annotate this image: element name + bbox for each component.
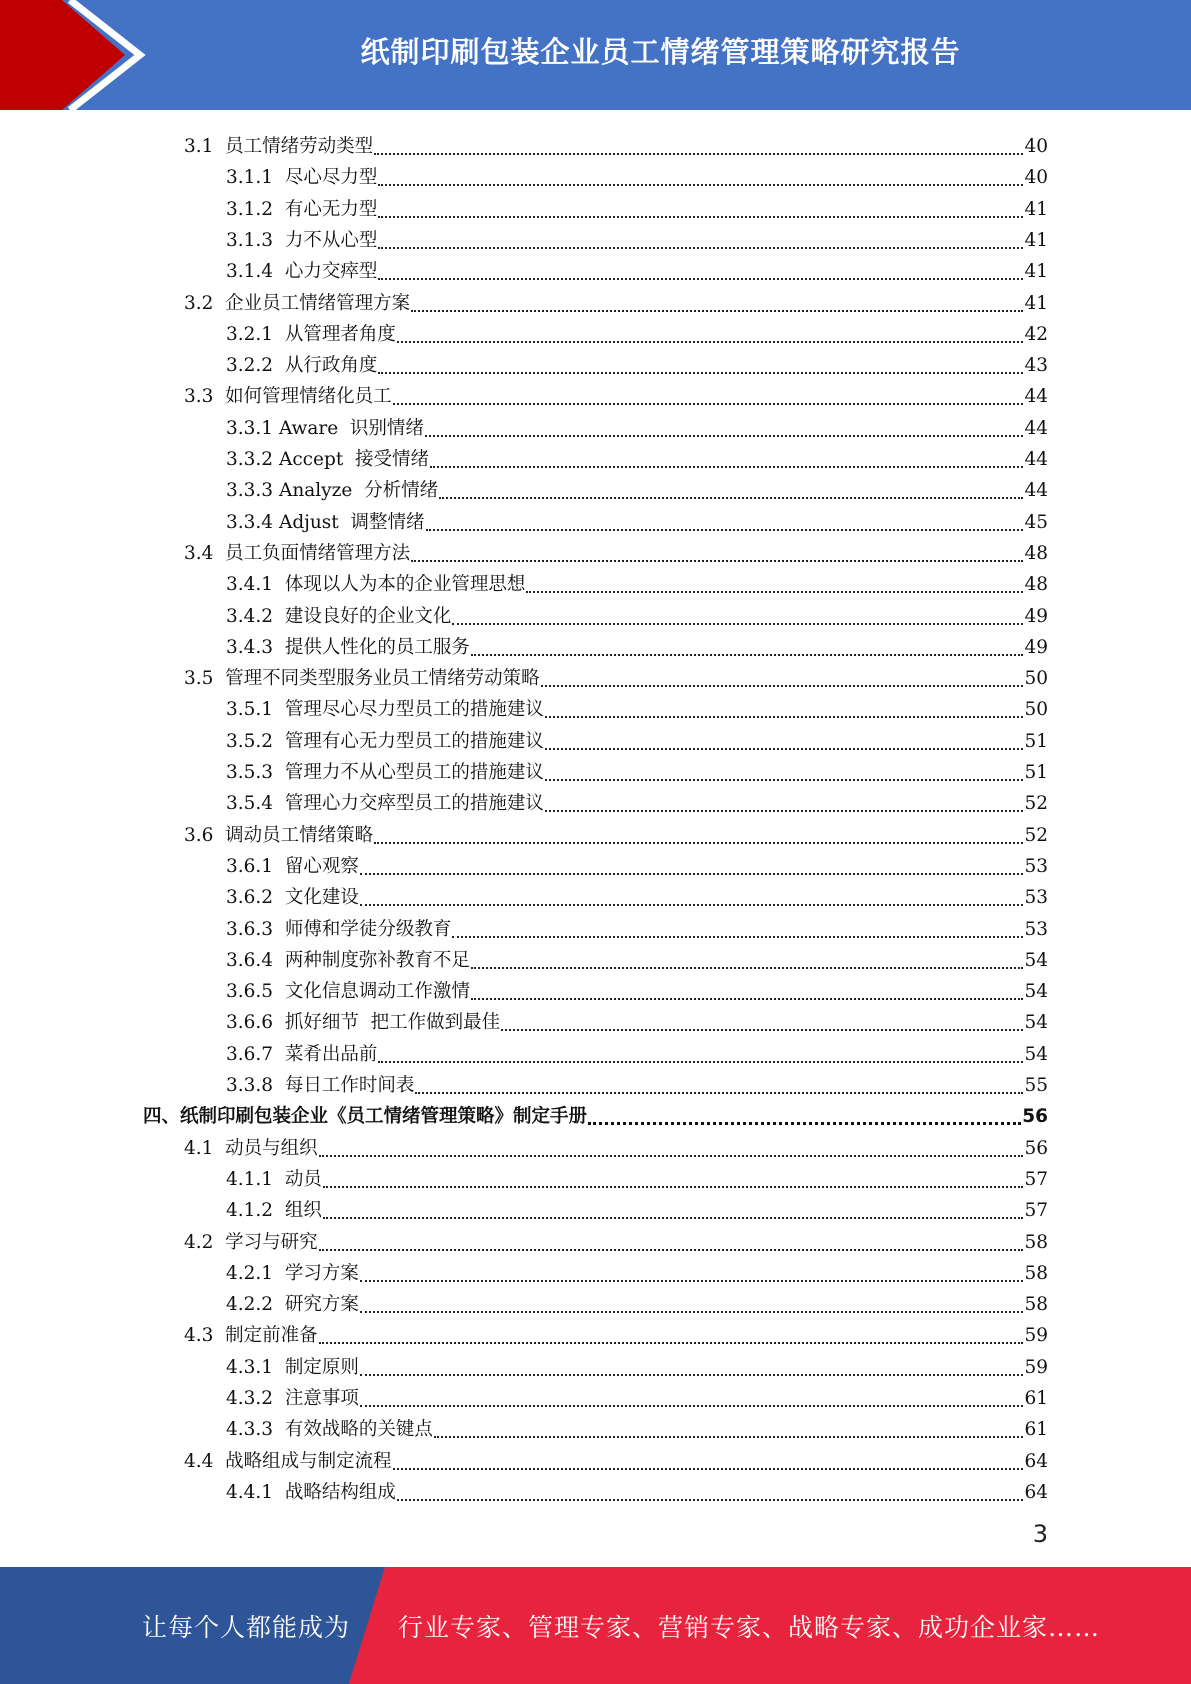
toc-entry-label: 4.1.1 动员 — [226, 1169, 322, 1190]
toc-entry[interactable] — [184, 1129, 1048, 1160]
toc-entry-page: 52 — [1024, 793, 1048, 814]
toc-dot-leader — [360, 1310, 1024, 1313]
toc-entry-label: 4.3.2 注意事项 — [226, 1388, 359, 1409]
toc-entry-label: 4.3 制定前准备 — [184, 1325, 318, 1346]
toc-entry[interactable] — [226, 252, 1048, 283]
toc-entry[interactable] — [226, 471, 1048, 502]
toc-dot-leader — [323, 1216, 1024, 1219]
toc-dot-leader — [526, 590, 1023, 593]
toc-dot-leader — [378, 277, 1023, 280]
toc-entry[interactable] — [226, 784, 1048, 815]
toc-entry[interactable] — [226, 315, 1048, 346]
toc-dot-leader — [360, 1404, 1024, 1407]
toc-entry-page: 41 — [1024, 261, 1048, 282]
page-header — [0, 0, 1191, 110]
page-number: 3 — [1032, 1520, 1048, 1548]
toc-entry-page: 40 — [1024, 136, 1048, 157]
toc-entry-page: 44 — [1024, 386, 1048, 407]
toc-entry-page: 41 — [1024, 230, 1048, 251]
toc-entry-page: 53 — [1024, 887, 1048, 908]
toc-entry[interactable] — [226, 1035, 1048, 1066]
toc-entry-page: 49 — [1024, 606, 1048, 627]
toc-dot-leader — [471, 653, 1024, 656]
toc-entry-page: 61 — [1024, 1388, 1048, 1409]
page-title: 纸制印刷包装企业员工情绪管理策略研究报告 — [360, 34, 961, 69]
toc-entry[interactable] — [226, 690, 1048, 721]
toc-entry[interactable] — [143, 1097, 1048, 1128]
toc-entry-page: 54 — [1024, 950, 1048, 971]
toc-dot-leader — [415, 1091, 1023, 1094]
toc-entry-label: 3.6.4 两种制度弥补教育不足 — [226, 950, 470, 971]
toc-dot-leader — [452, 622, 1023, 625]
toc-entry-label: 3.3.4 Adjust 调整情绪 — [226, 512, 425, 533]
toc-entry-label: 3.1.1 尽心尽力型 — [226, 167, 378, 188]
toc-entry-page: 57 — [1024, 1169, 1048, 1190]
toc-entry-label: 3.1.2 有心无力型 — [226, 199, 378, 220]
toc-entry[interactable] — [184, 377, 1048, 408]
toc-entry-page: 48 — [1024, 543, 1048, 564]
toc-entry[interactable] — [226, 878, 1048, 909]
toc-dot-leader — [374, 152, 1023, 155]
toc-entry-page: 41 — [1024, 293, 1048, 314]
toc-entry-label: 3.6.3 师傅和学徒分级教育 — [226, 919, 452, 940]
toc-entry-page: 41 — [1024, 199, 1048, 220]
toc-dot-leader — [411, 559, 1023, 562]
toc-dot-leader — [360, 1373, 1024, 1376]
toc-dot-leader — [378, 215, 1023, 218]
toc-dot-leader — [425, 434, 1024, 437]
toc-entry-page: 64 — [1024, 1451, 1048, 1472]
toc-entry-label: 3.1.3 力不从心型 — [226, 230, 378, 251]
toc-entry-page: 42 — [1024, 324, 1048, 345]
toc-entry[interactable] — [226, 221, 1048, 252]
toc-entry-page: 40 — [1024, 167, 1048, 188]
toc-entry-page: 44 — [1024, 418, 1048, 439]
toc-entry-page: 53 — [1024, 856, 1048, 877]
toc-entry-page: 58 — [1024, 1263, 1048, 1284]
toc-entry-label: 3.4.3 提供人性化的员工服务 — [226, 637, 470, 658]
toc-entry-label: 3.5.1 管理尽心尽力型员工的措施建议 — [226, 699, 544, 720]
toc-entry[interactable] — [226, 440, 1048, 471]
toc-entry-page: 43 — [1024, 355, 1048, 376]
toc-entry-page: 54 — [1024, 1044, 1048, 1065]
toc-entry-page: 49 — [1024, 637, 1048, 658]
toc-entry-label: 4.4.1 战略结构组成 — [226, 1482, 396, 1503]
toc-dot-leader — [393, 1467, 1024, 1470]
toc-entry[interactable] — [226, 503, 1048, 534]
toc-dot-leader — [471, 966, 1024, 969]
toc-entry-label: 4.2.1 学习方案 — [226, 1263, 359, 1284]
red-chevron-graphic — [0, 0, 150, 110]
toc-entry-page: 51 — [1024, 731, 1048, 752]
toc-entry-label: 3.6.5 文化信息调动工作激情 — [226, 981, 470, 1002]
toc-entry-page: 50 — [1024, 699, 1048, 720]
toc-entry-label: 3.3 如何管理情绪化员工 — [184, 386, 392, 407]
toc-entry[interactable] — [184, 284, 1048, 315]
toc-entry-label: 3.2.1 从管理者角度 — [226, 324, 396, 345]
toc-entry-label: 3.3.8 每日工作时间表 — [226, 1075, 415, 1096]
toc-dot-leader — [434, 1435, 1024, 1438]
toc-dot-leader — [397, 340, 1024, 343]
toc-entry-page: 48 — [1024, 574, 1048, 595]
toc-entry-label: 3.6.6 抓好细节 把工作做到最佳 — [226, 1012, 501, 1033]
footer-slogan-right: 行业专家、管理专家、营销专家、战略专家、成功企业家…… — [398, 1612, 1101, 1642]
toc-entry-label: 3.1 员工情绪劳动类型 — [184, 136, 374, 157]
toc-dot-leader — [411, 309, 1023, 312]
toc-entry[interactable] — [226, 847, 1048, 878]
toc-entry[interactable] — [226, 346, 1048, 377]
toc-dot-leader — [319, 1341, 1024, 1344]
toc-dot-leader — [541, 684, 1024, 687]
toc-entry[interactable] — [184, 1223, 1048, 1254]
toc-entry[interactable] — [226, 722, 1048, 753]
toc-entry-label: 3.6.1 留心观察 — [226, 856, 359, 877]
toc-entry[interactable] — [226, 972, 1048, 1003]
toc-dot-leader — [545, 715, 1024, 718]
toc-dot-leader — [426, 528, 1024, 531]
toc-entry-label: 3.3.3 Analyze 分析情绪 — [226, 480, 439, 501]
toc-entry-page: 55 — [1024, 1075, 1048, 1096]
toc-entry[interactable] — [226, 753, 1048, 784]
toc-entry[interactable] — [226, 1160, 1048, 1191]
toc-entry-label: 3.5.3 管理力不从心型员工的措施建议 — [226, 762, 544, 783]
toc-entry[interactable] — [226, 1410, 1048, 1441]
toc-dot-leader — [545, 778, 1024, 781]
toc-entry-page: 59 — [1024, 1357, 1048, 1378]
toc-entry-page: 58 — [1024, 1294, 1048, 1315]
toc-entry-page: 54 — [1024, 1012, 1048, 1033]
toc-dot-leader — [430, 465, 1023, 468]
toc-entry[interactable] — [226, 1379, 1048, 1410]
toc-entry[interactable] — [226, 158, 1048, 189]
toc-dot-leader — [588, 1121, 1021, 1125]
toc-entry-page: 44 — [1024, 449, 1048, 470]
toc-dot-leader — [378, 246, 1023, 249]
toc-dot-leader — [397, 1498, 1024, 1501]
toc-entry-label: 4.1.2 组织 — [226, 1200, 322, 1221]
toc-entry-label: 4.2 学习与研究 — [184, 1232, 318, 1253]
toc-entry[interactable] — [226, 910, 1048, 941]
toc-entry-page: 53 — [1024, 919, 1048, 940]
toc-dot-leader — [374, 841, 1023, 844]
toc-entry-label: 3.5.4 管理心力交瘁型员工的措施建议 — [226, 793, 544, 814]
toc-entry[interactable] — [184, 1316, 1048, 1347]
toc-dot-leader — [439, 496, 1023, 499]
toc-entry[interactable] — [184, 659, 1048, 690]
toc-entry-page: 56 — [1022, 1106, 1048, 1127]
toc-entry[interactable] — [226, 1003, 1048, 1034]
toc-entry[interactable] — [226, 565, 1048, 596]
toc-entry[interactable] — [226, 1066, 1048, 1097]
toc-entry[interactable] — [226, 941, 1048, 972]
toc-entry-label: 4.2.2 研究方案 — [226, 1294, 359, 1315]
toc-entry-label: 4.3.1 制定原则 — [226, 1357, 359, 1378]
toc-entry-label: 3.2.2 从行政角度 — [226, 355, 378, 376]
toc-entry-label: 3.6 调动员工情绪策略 — [184, 825, 374, 846]
toc-entry[interactable] — [226, 1348, 1048, 1379]
toc-dot-leader — [360, 903, 1024, 906]
toc-entry-page: 59 — [1024, 1325, 1048, 1346]
toc-entry-label: 4.1 动员与组织 — [184, 1138, 318, 1159]
toc-entry[interactable] — [226, 409, 1048, 440]
toc-entry[interactable] — [184, 816, 1048, 847]
toc-entry-label: 3.4.2 建设良好的企业文化 — [226, 606, 452, 627]
toc-entry-page: 50 — [1024, 668, 1048, 689]
toc-entry-label: 3.6.2 文化建设 — [226, 887, 359, 908]
toc-entry[interactable] — [184, 534, 1048, 565]
toc-entry-label: 3.4 员工负面情绪管理方法 — [184, 543, 411, 564]
toc-entry-label: 3.3.2 Accept 接受情绪 — [226, 449, 430, 470]
toc-entry-page: 54 — [1024, 981, 1048, 1002]
toc-entry-page: 51 — [1024, 762, 1048, 783]
toc-dot-leader — [360, 1279, 1024, 1282]
toc-entry[interactable] — [226, 1254, 1048, 1285]
toc-dot-leader — [319, 1154, 1024, 1157]
toc-entry-label: 3.5.2 管理有心无力型员工的措施建议 — [226, 731, 544, 752]
toc-dot-leader — [378, 1060, 1023, 1063]
toc-entry-label: 3.2 企业员工情绪管理方案 — [184, 293, 411, 314]
toc-dot-leader — [452, 935, 1023, 938]
toc-entry-page: 61 — [1024, 1419, 1048, 1440]
toc-dot-leader — [545, 809, 1024, 812]
toc-entry-page: 45 — [1024, 512, 1048, 533]
footer-slogan-left: 让每个人都能成为 — [142, 1612, 351, 1642]
toc-dot-leader — [319, 1248, 1024, 1251]
toc-entry-label: 3.3.1 Aware 识别情绪 — [226, 418, 424, 439]
toc-dot-leader — [471, 997, 1024, 1000]
toc-entry-page: 58 — [1024, 1232, 1048, 1253]
toc-entry-page: 64 — [1024, 1482, 1048, 1503]
toc-entry[interactable] — [226, 628, 1048, 659]
toc-entry[interactable] — [226, 1191, 1048, 1222]
toc-entry[interactable] — [226, 190, 1048, 221]
toc-dot-leader — [545, 747, 1024, 750]
toc-entry-label: 3.6.7 菜肴出品前 — [226, 1044, 378, 1065]
toc-entry-label: 3.1.4 心力交瘁型 — [226, 261, 378, 282]
toc-entry-label: 4.4 战略组成与制定流程 — [184, 1451, 392, 1472]
toc-entry[interactable] — [226, 597, 1048, 628]
toc-entry[interactable] — [226, 1285, 1048, 1316]
toc-entry-page: 44 — [1024, 480, 1048, 501]
toc-entry[interactable] — [184, 1442, 1048, 1473]
toc-entry-label: 3.5 管理不同类型服务业员工情绪劳动策略 — [184, 668, 540, 689]
toc-dot-leader — [378, 371, 1023, 374]
toc-entry-label: 3.4.1 体现以人为本的企业管理思想 — [226, 574, 526, 595]
toc-entry[interactable] — [226, 1473, 1048, 1504]
toc-dot-leader — [378, 183, 1023, 186]
toc-dot-leader — [323, 1185, 1024, 1188]
toc-entry[interactable] — [184, 127, 1048, 158]
toc-entry-page: 56 — [1024, 1138, 1048, 1159]
toc-entry-label: 4.3.3 有效战略的关键点 — [226, 1419, 433, 1440]
toc-entry-page: 52 — [1024, 825, 1048, 846]
toc-entry-page: 57 — [1024, 1200, 1048, 1221]
page-footer — [0, 1567, 1191, 1684]
toc-dot-leader — [360, 872, 1024, 875]
toc-entry-label: 四、纸制印刷包装企业《员工情绪管理策略》制定手册 — [143, 1106, 588, 1127]
toc-dot-leader — [501, 1028, 1023, 1031]
toc-dot-leader — [393, 402, 1024, 405]
